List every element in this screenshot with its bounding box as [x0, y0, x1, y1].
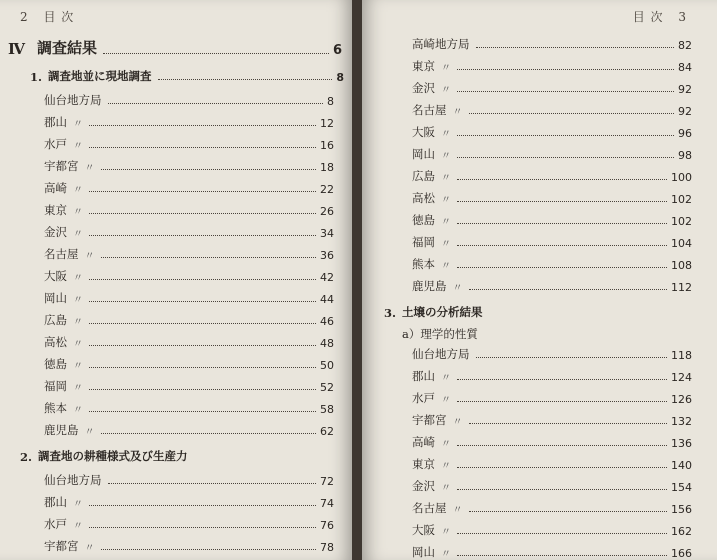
entry-page-number: 44	[320, 293, 334, 306]
right-page	[362, 0, 717, 560]
dot-leader	[457, 245, 667, 246]
section-1-heading	[30, 66, 344, 84]
entry-label: 仙台地方局	[44, 473, 102, 487]
section-2-heading	[20, 446, 344, 464]
section-1-entry	[44, 376, 334, 394]
dot-leader	[457, 533, 667, 534]
continued-entry	[412, 232, 692, 250]
entry-page-number: 82	[678, 39, 692, 52]
entry-page-number: 46	[320, 315, 334, 328]
ditto-mark: 〃	[84, 543, 95, 554]
left-running-head	[10, 8, 74, 25]
ditto-mark: 〃	[441, 461, 451, 472]
entry-page-number: 124	[671, 371, 692, 384]
entry-page-number: 36	[320, 249, 334, 262]
entry-label: 水戸	[44, 137, 67, 151]
dot-leader	[89, 235, 316, 236]
entry-page-number: 136	[671, 437, 692, 450]
ditto-mark: 〃	[441, 63, 451, 74]
entry-label: 高崎	[44, 181, 67, 195]
dot-leader	[89, 213, 316, 214]
entry-page-number: 102	[671, 193, 692, 206]
section-2-title: 調査地の耕種様式及び生産力	[38, 449, 188, 463]
ditto-mark: 〃	[441, 129, 451, 140]
subsection-heading	[402, 324, 702, 342]
entry-label: 広島	[44, 313, 67, 327]
dot-leader	[457, 135, 674, 136]
chapter-heading	[8, 36, 342, 58]
entry-label: 大阪	[412, 523, 435, 537]
dot-leader	[89, 367, 316, 368]
ditto-mark: 〃	[73, 317, 83, 328]
ditto-mark: 〃	[73, 295, 83, 306]
section-1-entry	[44, 288, 334, 306]
dot-leader	[457, 179, 667, 180]
ditto-mark: 〃	[441, 85, 451, 96]
entry-label: 熊本	[44, 401, 67, 415]
entry-page-number: 18	[320, 161, 334, 174]
ditto-mark: 〃	[441, 261, 451, 272]
ditto-mark: 〃	[441, 195, 451, 206]
continued-entry	[412, 188, 692, 206]
entry-page-number: 78	[320, 541, 334, 554]
entry-page-number: 102	[671, 215, 692, 228]
entry-page-number: 98	[678, 149, 692, 162]
entry-page-number: 156	[671, 503, 692, 516]
section-3-entry	[412, 498, 692, 516]
dot-leader	[89, 527, 316, 528]
entry-label: 郡山	[44, 115, 67, 129]
section-1-entry	[44, 354, 334, 372]
section-2-entry	[44, 514, 334, 532]
dot-leader	[457, 157, 674, 158]
right-running-head	[633, 8, 697, 25]
continued-entry	[412, 144, 692, 162]
section-1-entry	[44, 420, 334, 438]
section-3-heading	[384, 302, 704, 320]
ditto-mark: 〃	[73, 383, 83, 394]
entry-label: 鹿児島	[44, 423, 79, 437]
section-1-entry	[44, 178, 334, 196]
entry-page-number: 34	[320, 227, 334, 240]
ditto-mark: 〃	[441, 483, 451, 494]
ditto-mark: 〃	[441, 439, 451, 450]
ditto-mark: 〃	[441, 373, 451, 384]
section-1-entry	[44, 112, 334, 130]
entry-page-number: 48	[320, 337, 334, 350]
entry-page-number: 162	[671, 525, 692, 538]
dot-leader	[457, 91, 674, 92]
entry-page-number: 42	[320, 271, 334, 284]
entry-label: 水戸	[44, 517, 67, 531]
entry-label: 大阪	[44, 269, 67, 283]
section-3-title: 土壌の分析結果	[402, 305, 483, 319]
entry-page-number: 12	[320, 117, 334, 130]
section-1-entry	[44, 156, 334, 174]
entry-page-number: 72	[320, 475, 334, 488]
dot-leader	[108, 483, 317, 484]
entry-page-number: 16	[320, 139, 334, 152]
dot-leader	[89, 147, 316, 148]
ditto-mark: 〃	[73, 119, 83, 130]
entry-page-number: 26	[320, 205, 334, 218]
entry-page-number: 74	[320, 497, 334, 510]
entry-label: 金沢	[44, 225, 67, 239]
ditto-mark: 〃	[84, 251, 95, 262]
section-3-entry	[412, 388, 692, 406]
continued-entry	[412, 276, 692, 294]
dot-leader	[469, 511, 668, 512]
entry-label: 福岡	[44, 379, 67, 393]
entry-label: 東京	[412, 59, 435, 73]
entry-page-number: 104	[671, 237, 692, 250]
entry-page-number: 108	[671, 259, 692, 272]
continued-entry	[412, 34, 692, 52]
dot-leader	[103, 53, 329, 54]
ditto-mark: 〃	[441, 549, 451, 560]
right-running-title: 目 次	[632, 10, 664, 24]
dot-leader	[89, 345, 316, 346]
entry-label: 高松	[44, 335, 67, 349]
section-1-entry	[44, 134, 334, 152]
section-3-entry	[412, 542, 692, 560]
section-2-number: 2.	[20, 450, 33, 464]
entry-page-number: 8	[327, 95, 334, 108]
dot-leader	[469, 423, 668, 424]
ditto-mark: 〃	[84, 427, 95, 438]
continued-entry	[412, 56, 692, 74]
section-1-entry	[44, 266, 334, 284]
entry-label: 宇都宮	[44, 159, 79, 173]
continued-entry	[412, 100, 692, 118]
dot-leader	[469, 113, 675, 114]
section-2-entry	[44, 492, 334, 510]
entry-page-number: 126	[671, 393, 692, 406]
entry-label: 岡山	[412, 545, 435, 559]
dot-leader	[101, 433, 317, 434]
chapter-page: 6	[332, 43, 342, 58]
entry-label: 岡山	[44, 291, 67, 305]
book-gutter	[352, 0, 362, 560]
ditto-mark: 〃	[73, 339, 83, 350]
dot-leader	[89, 389, 316, 390]
entry-label: 名古屋	[412, 103, 447, 117]
entry-page-number: 140	[671, 459, 692, 472]
entry-label: 福岡	[412, 235, 435, 249]
ditto-mark: 〃	[441, 239, 451, 250]
entry-page-number: 58	[320, 403, 334, 416]
entry-page-number: 62	[320, 425, 334, 438]
entry-label: 金沢	[412, 479, 435, 493]
dot-leader	[457, 223, 667, 224]
section-1-entry	[44, 222, 334, 240]
section-3-entry	[412, 366, 692, 384]
entry-page-number: 92	[678, 83, 692, 96]
entry-label: 岡山	[412, 147, 435, 161]
entry-page-number: 92	[678, 105, 692, 118]
entry-label: 水戸	[412, 391, 435, 405]
dot-leader	[457, 267, 667, 268]
entry-label: 高松	[412, 191, 435, 205]
section-1-entry	[44, 200, 334, 218]
ditto-mark: 〃	[452, 417, 463, 428]
entry-page-number: 154	[671, 481, 692, 494]
ditto-mark: 〃	[73, 229, 83, 240]
section-1-entry	[44, 398, 334, 416]
entry-page-number: 112	[671, 281, 692, 294]
section-3-entry	[412, 454, 692, 472]
ditto-mark: 〃	[73, 499, 83, 510]
section-2-entry	[44, 536, 334, 554]
section-1-title: 調査地並に現地調査	[48, 69, 152, 83]
dot-leader	[476, 357, 668, 358]
ditto-mark: 〃	[73, 185, 83, 196]
entry-page-number: 52	[320, 381, 334, 394]
chapter-title: 調査結果	[37, 39, 98, 57]
dot-leader	[457, 201, 667, 202]
left-running-title: 目 次	[43, 10, 75, 24]
dot-leader	[89, 125, 316, 126]
entry-label: 郡山	[412, 369, 435, 383]
dot-leader	[89, 505, 316, 506]
left-page	[0, 0, 352, 560]
section-3-entry	[412, 344, 692, 362]
entry-page-number: 166	[671, 547, 692, 560]
entry-page-number: 132	[671, 415, 692, 428]
dot-leader	[89, 301, 316, 302]
entry-label: 宇都宮	[412, 413, 447, 427]
dot-leader	[457, 445, 667, 446]
continued-entry	[412, 210, 692, 228]
entry-label: 鹿児島	[412, 279, 447, 293]
entry-label: 東京	[44, 203, 67, 217]
section-3-entry	[412, 476, 692, 494]
dot-leader	[101, 549, 317, 550]
dot-leader	[89, 323, 316, 324]
continued-entry	[412, 78, 692, 96]
entry-label: 徳島	[412, 213, 435, 227]
entry-label: 名古屋	[44, 247, 79, 261]
entry-label: 高崎	[412, 435, 435, 449]
ditto-mark: 〃	[441, 151, 451, 162]
dot-leader	[457, 467, 667, 468]
ditto-mark: 〃	[452, 505, 463, 516]
subsection-title: a）理学的性質	[402, 327, 478, 341]
ditto-mark: 〃	[441, 217, 451, 228]
ditto-mark: 〃	[84, 163, 95, 174]
entry-label: 名古屋	[412, 501, 447, 515]
ditto-mark: 〃	[441, 395, 451, 406]
dot-leader	[457, 69, 674, 70]
ditto-mark: 〃	[441, 173, 451, 184]
entry-label: 徳島	[44, 357, 67, 371]
section-3-entry	[412, 520, 692, 538]
section-3-number: 3.	[384, 306, 397, 320]
ditto-mark: 〃	[73, 521, 83, 532]
dot-leader	[101, 169, 317, 170]
entry-label: 熊本	[412, 257, 435, 271]
section-1-entry	[44, 310, 334, 328]
right-page-number: 3	[678, 10, 687, 24]
section-3-entry	[412, 410, 692, 428]
continued-entry	[412, 166, 692, 184]
entry-page-number: 96	[678, 127, 692, 140]
section-1-page: 8	[336, 71, 344, 84]
dot-leader	[89, 411, 316, 412]
dot-leader	[89, 279, 316, 280]
entry-page-number: 76	[320, 519, 334, 532]
entry-page-number: 100	[671, 171, 692, 184]
entry-page-number: 22	[320, 183, 334, 196]
left-page-number: 2	[20, 10, 29, 24]
dot-leader	[457, 401, 667, 402]
section-2-entry	[44, 470, 334, 488]
entry-label: 宇都宮	[44, 539, 79, 553]
entry-label: 東京	[412, 457, 435, 471]
ditto-mark: 〃	[73, 273, 83, 284]
section-1-entry	[44, 332, 334, 350]
entry-label: 仙台地方局	[412, 347, 470, 361]
dot-leader	[457, 379, 667, 380]
ditto-mark: 〃	[452, 107, 463, 118]
section-1-entry	[44, 244, 334, 262]
entry-label: 金沢	[412, 81, 435, 95]
dot-leader	[158, 79, 333, 80]
section-3-entry	[412, 432, 692, 450]
entry-label: 郡山	[44, 495, 67, 509]
dot-leader	[89, 191, 316, 192]
entry-page-number: 118	[671, 349, 692, 362]
entry-page-number: 84	[678, 61, 692, 74]
ditto-mark: 〃	[73, 141, 83, 152]
dot-leader	[457, 555, 667, 556]
ditto-mark: 〃	[73, 405, 83, 416]
entry-label: 広島	[412, 169, 435, 183]
continued-entry	[412, 254, 692, 272]
entry-label: 仙台地方局	[44, 93, 102, 107]
ditto-mark: 〃	[73, 207, 83, 218]
dot-leader	[101, 257, 317, 258]
entry-page-number: 50	[320, 359, 334, 372]
dot-leader	[476, 47, 675, 48]
ditto-mark: 〃	[452, 283, 463, 294]
entry-label: 高崎地方局	[412, 37, 470, 51]
section-1-entry	[44, 90, 334, 108]
chapter-numeral: Ⅳ	[8, 40, 26, 58]
continued-entry	[412, 122, 692, 140]
entry-label: 大阪	[412, 125, 435, 139]
dot-leader	[457, 489, 667, 490]
section-1-number: 1.	[30, 70, 43, 84]
ditto-mark: 〃	[441, 527, 451, 538]
dot-leader	[469, 289, 668, 290]
ditto-mark: 〃	[73, 361, 83, 372]
dot-leader	[108, 103, 324, 104]
